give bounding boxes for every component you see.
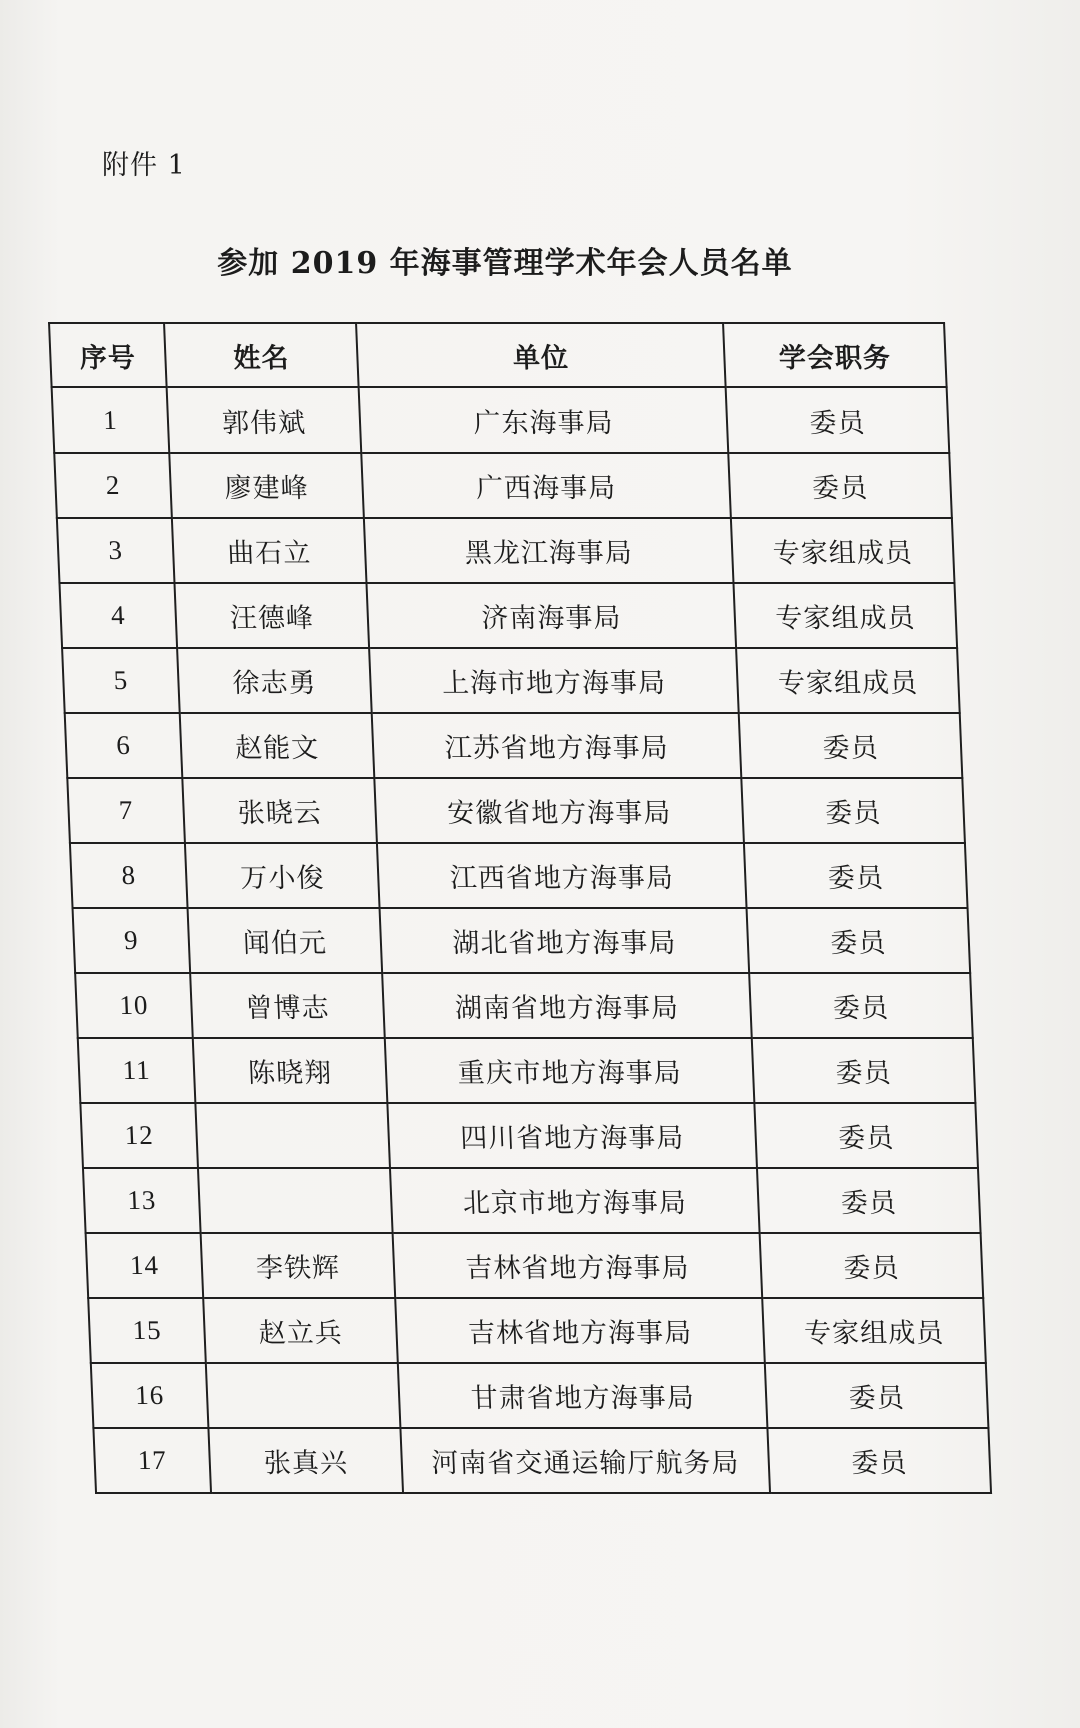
document-title: 参加 2019 年海事管理学术年会人员名单 <box>217 246 793 281</box>
index-cell: 14 <box>86 1233 204 1298</box>
unit-cell: 济南海事局 <box>366 583 736 648</box>
table-row <box>70 843 968 908</box>
index-cell: 3 <box>57 518 175 583</box>
name-cell <box>198 1168 393 1233</box>
roster-table-wrapper <box>48 322 982 1494</box>
index-cell: 13 <box>83 1168 201 1233</box>
index-cell: 5 <box>62 648 180 713</box>
role-cell: 委员 <box>749 973 973 1038</box>
unit-cell: 北京市地方海事局 <box>390 1168 760 1233</box>
name-cell: 徐志勇 <box>177 648 372 713</box>
name-cell: 陈晓翔 <box>193 1038 388 1103</box>
index-cell: 9 <box>73 908 191 973</box>
name-cell: 闻伯元 <box>188 908 383 973</box>
unit-cell: 吉林省地方海事局 <box>393 1233 763 1298</box>
name-cell: 张晓云 <box>182 778 377 843</box>
table-row <box>59 583 957 648</box>
unit-cell: 上海市地方海事局 <box>369 648 739 713</box>
role-cell: 委员 <box>760 1233 984 1298</box>
name-cell: 万小俊 <box>185 843 380 908</box>
table-row <box>65 713 963 778</box>
table-row <box>80 1103 978 1168</box>
role-cell: 委员 <box>754 1103 978 1168</box>
unit-cell: 甘肃省地方海事局 <box>398 1363 768 1428</box>
unit-cell: 安徽省地方海事局 <box>374 778 744 843</box>
table-row <box>91 1363 989 1428</box>
name-cell: 曲石立 <box>172 518 367 583</box>
index-cell: 16 <box>91 1363 209 1428</box>
attachment-label: 附件 1 <box>102 150 186 181</box>
table-row <box>54 453 952 518</box>
name-cell: 赵能文 <box>180 713 375 778</box>
role-cell: 委员 <box>752 1038 976 1103</box>
table-row <box>93 1428 991 1493</box>
roster-table <box>48 322 992 1494</box>
role-cell: 专家组成员 <box>733 583 957 648</box>
index-cell: 6 <box>65 713 183 778</box>
unit-cell: 湖北省地方海事局 <box>380 908 750 973</box>
name-cell: 李铁辉 <box>201 1233 396 1298</box>
index-cell: 1 <box>52 387 170 453</box>
index-cell: 17 <box>93 1428 211 1493</box>
role-cell: 委员 <box>765 1363 989 1428</box>
unit-cell: 广东海事局 <box>359 387 729 453</box>
header-index: 序号 <box>49 323 167 387</box>
unit-cell: 江苏省地方海事局 <box>372 713 742 778</box>
table-header-row <box>49 323 947 387</box>
unit-cell: 湖南省地方海事局 <box>382 973 752 1038</box>
table-row <box>57 518 955 583</box>
role-cell: 委员 <box>728 453 952 518</box>
header-role: 学会职务 <box>723 323 947 387</box>
table-row <box>78 1038 976 1103</box>
index-cell: 2 <box>54 453 172 518</box>
name-cell: 汪德峰 <box>174 583 369 648</box>
role-cell: 委员 <box>767 1428 991 1493</box>
table-row <box>62 648 960 713</box>
table-row <box>86 1233 984 1298</box>
role-cell: 委员 <box>739 713 963 778</box>
unit-cell: 广西海事局 <box>361 453 731 518</box>
table-row <box>67 778 965 843</box>
index-cell: 12 <box>80 1103 198 1168</box>
role-cell: 委员 <box>747 908 971 973</box>
unit-cell: 吉林省地方海事局 <box>395 1298 765 1363</box>
unit-cell: 河南省交通运输厅航务局 <box>400 1428 770 1493</box>
unit-cell: 黑龙江海事局 <box>364 518 734 583</box>
name-cell: 郭伟斌 <box>167 387 362 453</box>
name-cell: 曾博志 <box>190 973 385 1038</box>
index-cell: 11 <box>78 1038 196 1103</box>
header-unit: 单位 <box>356 323 726 387</box>
name-cell <box>206 1363 401 1428</box>
role-cell: 专家组成员 <box>762 1298 986 1363</box>
index-cell: 15 <box>88 1298 206 1363</box>
role-cell: 委员 <box>757 1168 981 1233</box>
role-cell: 专家组成员 <box>736 648 960 713</box>
name-cell: 赵立兵 <box>203 1298 398 1363</box>
unit-cell: 重庆市地方海事局 <box>385 1038 755 1103</box>
unit-cell: 四川省地方海事局 <box>387 1103 757 1168</box>
index-cell: 10 <box>75 973 193 1038</box>
index-cell: 7 <box>67 778 185 843</box>
table-row <box>73 908 971 973</box>
name-cell <box>195 1103 390 1168</box>
header-name: 姓名 <box>164 323 359 387</box>
unit-cell: 江西省地方海事局 <box>377 843 747 908</box>
table-row <box>88 1298 986 1363</box>
table-row <box>83 1168 981 1233</box>
role-cell: 委员 <box>726 387 950 453</box>
table-row <box>75 973 973 1038</box>
role-cell: 专家组成员 <box>731 518 955 583</box>
role-cell: 委员 <box>744 843 968 908</box>
name-cell: 张真兴 <box>208 1428 403 1493</box>
index-cell: 8 <box>70 843 188 908</box>
name-cell: 廖建峰 <box>169 453 364 518</box>
role-cell: 委员 <box>741 778 965 843</box>
index-cell: 4 <box>59 583 177 648</box>
table-row <box>52 387 950 453</box>
